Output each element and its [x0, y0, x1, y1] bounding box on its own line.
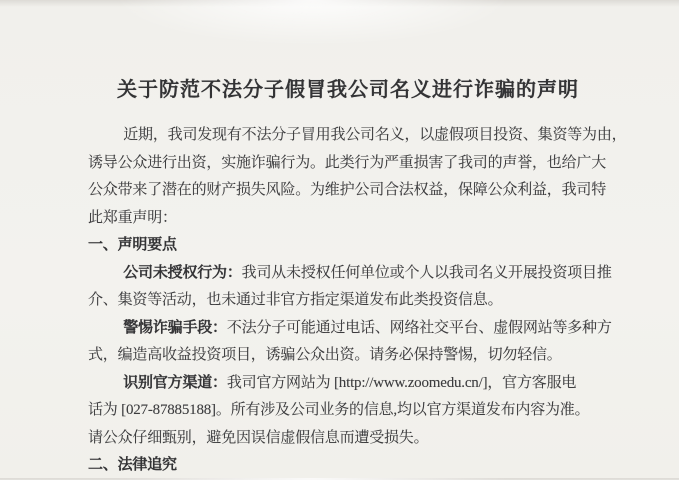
item-unauthorized-line-1 — [88, 260, 612, 288]
item-unauthorized-text: 我司从未授权任何单位或个人以我司名义开展投资项目推 — [241, 264, 612, 281]
section2-heading: 二、法律追究 — [88, 457, 177, 473]
item-fraud-methods-line-2: 式，编造高收益投资项目，诱骗公众出资。请务必保持警惕，切勿轻信。 — [88, 347, 562, 363]
intro-line-1: 近期，我司发现有不法分子冒用我公司名义，以虚假项目投资、集资等为由， — [123, 127, 627, 143]
item-fraud-methods-line-1 — [88, 315, 612, 343]
item-unauthorized-line-2: 介、集资等活动，也未通过非官方指定渠道发布此类投资信息。 — [88, 292, 503, 308]
item-fraud-methods-lead: 警惕诈骗手段： — [123, 319, 227, 336]
item-official-channels-line-3: 请公众仔细甄别，避免因误信虚假信息而遭受损失。 — [88, 429, 429, 446]
item-official-channels-lead: 识别官方渠道： — [123, 374, 227, 391]
item-official-channels-line-2: 话为 [027-87885188]。所有涉及公司业务的信息,均以官方渠道发布内容为准。 — [88, 402, 590, 418]
item-official-channels-text: 我司官方网站为 [http://www.zoomedu.cn/]，官方客服电 — [226, 374, 577, 391]
item-unauthorized-lead: 公司未授权行为： — [123, 264, 242, 281]
item-official-channels-line-1 — [88, 370, 608, 398]
item-fraud-methods-text: 不法分子可能通过电话、网络社交平台、虚假网站等多种方 — [226, 319, 612, 336]
intro-line-4: 此郑重声明： — [88, 209, 177, 226]
statement-title: 关于防范不法分子假冒我公司名义进行诈骗的声明 — [117, 79, 579, 101]
intro-line-3: 公众带来了潜在的财产损失风险。为维护公司合法权益，保障公众利益，我司特 — [88, 182, 607, 198]
intro-line-2: 诱导公众进行出资，实施诈骗行为。此类行为严重损害了我司的声誉，也给广大 — [88, 154, 607, 171]
section1-heading: 一、声明要点 — [88, 237, 177, 253]
statement-document — [88, 76, 627, 480]
